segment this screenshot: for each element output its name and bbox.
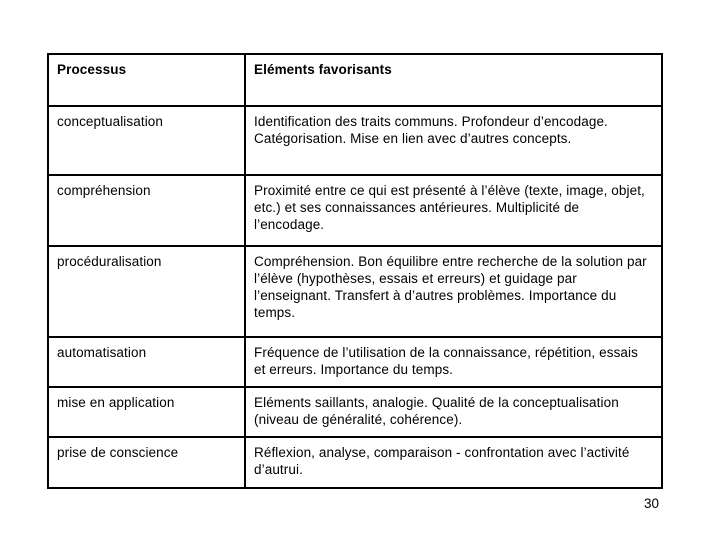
process-table [47, 53, 663, 489]
process-cell: procéduralisation [48, 246, 245, 337]
header-row [48, 54, 662, 106]
table-row [48, 175, 662, 246]
page-number: 30 [643, 496, 659, 511]
process-cell: prise de conscience [48, 437, 245, 488]
header-elements-favorisants: Eléments favorisants [245, 54, 662, 106]
table-row [48, 387, 662, 437]
table-row [48, 106, 662, 175]
factors-cell: Proximité entre ce qui est présenté à l’élève (texte, image, objet, etc.) et ses connaissances antérieures. Multiplicité de l’encodage. [245, 175, 662, 246]
factors-cell: Identification des traits communs. Profondeur d’encodage. Catégorisation. Mise en lien avec d’autres concepts. [245, 106, 662, 175]
table-row [48, 246, 662, 337]
factors-cell: Fréquence de l’utilisation de la connaissance, répétition, essais et erreurs. Importance du temps. [245, 337, 662, 387]
factors-cell: Réflexion, analyse, comparaison - confrontation avec l’activité d’autrui. [245, 437, 662, 488]
process-cell: automatisation [48, 337, 245, 387]
process-cell: compréhension [48, 175, 245, 246]
header-processus: Processus [48, 54, 245, 106]
process-cell: mise en application [48, 387, 245, 437]
factors-cell: Compréhension. Bon équilibre entre recherche de la solution par l’élève (hypothèses, essais et erreurs) et guidage par l’enseignant. Transfert à d’autres problèmes. Importance du temps. [245, 246, 662, 337]
process-cell: conceptualisation [48, 106, 245, 175]
factors-cell: Eléments saillants, analogie. Qualité de la conceptualisation (niveau de généralité, cohérence). [245, 387, 662, 437]
table-row [48, 437, 662, 488]
table-row [48, 337, 662, 387]
